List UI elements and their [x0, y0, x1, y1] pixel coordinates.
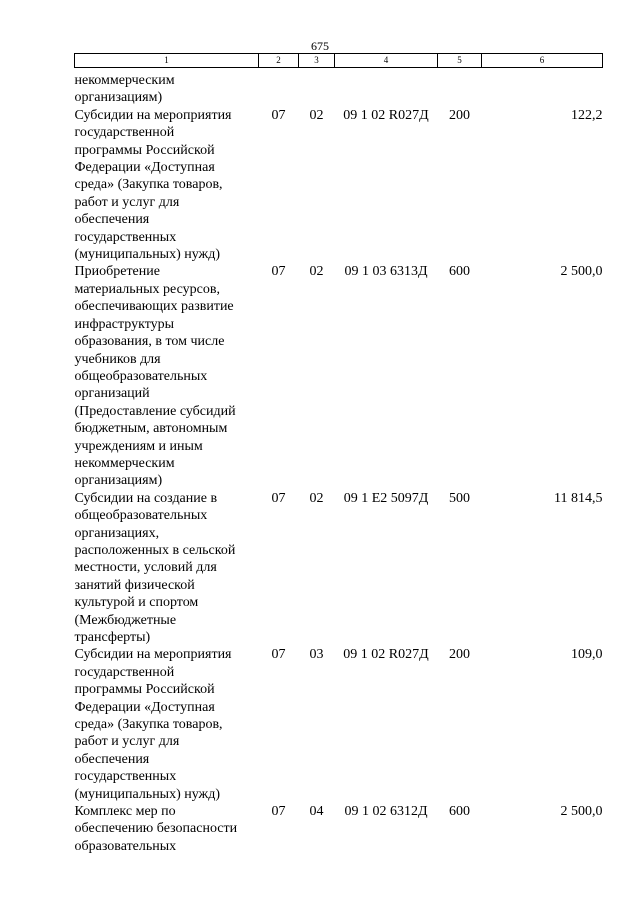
cell-section: 07	[271, 107, 286, 123]
name-line: обеспечивающих развитие	[74, 299, 234, 315]
cell-expense-type: 600	[449, 804, 470, 820]
cell-name	[75, 68, 259, 107]
name-line: Субсидии на мероприятия	[74, 107, 232, 123]
cell-target: 09 1 02 6312Д	[344, 804, 428, 820]
name-line: образовательных	[74, 838, 177, 854]
table-row	[75, 107, 603, 264]
name-line: организациям)	[74, 473, 163, 489]
cell-expense-type: 600	[449, 264, 470, 280]
name-line: работ и услуг для	[74, 734, 180, 750]
name-line: программы Российской	[74, 142, 215, 158]
name-line: учреждениям и иным	[74, 438, 203, 454]
table-row	[75, 646, 603, 803]
name-line: (муниципальных) нужд)	[74, 247, 221, 263]
name-line: общеобразовательных	[74, 368, 208, 384]
column-header-2: 2	[259, 54, 299, 68]
cell-name	[75, 107, 259, 264]
name-line: организациях,	[74, 525, 160, 541]
column-header-1: 1	[75, 54, 259, 68]
cell-expense-type: 500	[449, 490, 470, 506]
table-row	[75, 803, 603, 855]
name-line: расположенных в сельской	[74, 542, 236, 558]
cell-section	[259, 68, 299, 107]
cell-name	[75, 803, 259, 855]
name-line: среда» (Закупка товаров,	[74, 177, 223, 193]
name-line: культурой и спортом	[74, 595, 199, 611]
cell-name	[75, 263, 259, 489]
name-line: образования, в том числе	[74, 334, 225, 350]
cell-subsection: 02	[309, 107, 324, 123]
name-line: государственных	[74, 769, 177, 785]
cell-subsection: 04	[309, 804, 324, 820]
name-line: организаций	[74, 386, 150, 402]
name-line: Комплекс мер по	[74, 804, 176, 820]
cell-amount: 122,2	[571, 107, 603, 123]
cell-name	[75, 490, 259, 647]
column-header-3: 3	[299, 54, 335, 68]
name-line: некоммерческим	[74, 455, 175, 471]
name-line: некоммерческим	[74, 73, 175, 88]
table-row	[75, 263, 603, 489]
cell-section: 07	[271, 490, 286, 506]
name-line: Субсидии на создание в	[74, 490, 218, 506]
name-line: бюджетным, автономным	[74, 421, 228, 437]
cell-subsection: 02	[309, 490, 324, 506]
name-line: государственной	[74, 664, 175, 680]
name-line: занятий физической	[74, 577, 195, 593]
cell-amount: 11 814,5	[554, 490, 603, 506]
budget-table	[74, 53, 603, 855]
name-line: Федерации «Доступная	[74, 160, 215, 176]
cell-amount: 2 500,0	[560, 804, 603, 820]
cell-expense-type: 200	[449, 107, 470, 123]
name-line: общеобразовательных	[74, 508, 208, 524]
table-body	[75, 68, 603, 856]
table-header	[75, 54, 603, 68]
cell-name	[75, 646, 259, 803]
name-line: среда» (Закупка товаров,	[74, 717, 223, 733]
name-line: (муниципальных) нужд)	[74, 786, 221, 802]
cell-target: 09 1 02 R027Д	[343, 647, 429, 663]
cell-amount: 2 500,0	[560, 264, 603, 280]
name-line: государственной	[74, 125, 175, 141]
name-line: учебников для	[74, 351, 161, 367]
cell-target	[335, 68, 438, 107]
name-line: Приобретение	[74, 264, 160, 280]
name-line: материальных ресурсов,	[74, 281, 220, 297]
cell-subsection	[299, 68, 335, 107]
name-line: государственных	[74, 229, 177, 245]
table-row	[75, 490, 603, 647]
name-line: Федерации «Доступная	[74, 699, 215, 715]
page-number: 675	[311, 39, 329, 53]
header-row	[75, 54, 603, 68]
cell-expense-type: 200	[449, 647, 470, 663]
cell-section: 07	[271, 264, 286, 280]
name-line: обеспечения	[74, 751, 150, 767]
cell-section: 07	[271, 804, 286, 820]
table-row	[75, 68, 603, 107]
cell-section: 07	[271, 647, 286, 663]
name-line: (Предоставление субсидий	[74, 403, 236, 419]
name-line: обеспечения	[74, 212, 150, 228]
cell-amount: 109,0	[571, 647, 603, 663]
name-line: (Межбюджетные	[74, 612, 177, 628]
cell-target: 09 1 02 R027Д	[343, 107, 429, 123]
name-line: местности, условий для	[74, 560, 217, 576]
name-line: инфраструктуры	[74, 316, 175, 332]
column-header-5: 5	[438, 54, 482, 68]
name-line: программы Российской	[74, 682, 215, 698]
name-line: организациям)	[74, 90, 163, 106]
cell-subsection: 03	[309, 647, 324, 663]
name-line: трансферты)	[74, 630, 151, 645]
name-line: Субсидии на мероприятия	[74, 647, 232, 663]
cell-target: 09 1 E2 5097Д	[343, 490, 429, 506]
name-line: работ и услуг для	[74, 194, 180, 210]
column-header-4: 4	[335, 54, 438, 68]
cell-expense-type	[438, 68, 482, 107]
name-line: обеспечению безопасности	[74, 821, 238, 837]
cell-amount	[482, 68, 603, 107]
cell-target: 09 1 03 6313Д	[344, 264, 428, 280]
cell-subsection: 02	[309, 264, 324, 280]
column-header-6: 6	[482, 54, 603, 68]
